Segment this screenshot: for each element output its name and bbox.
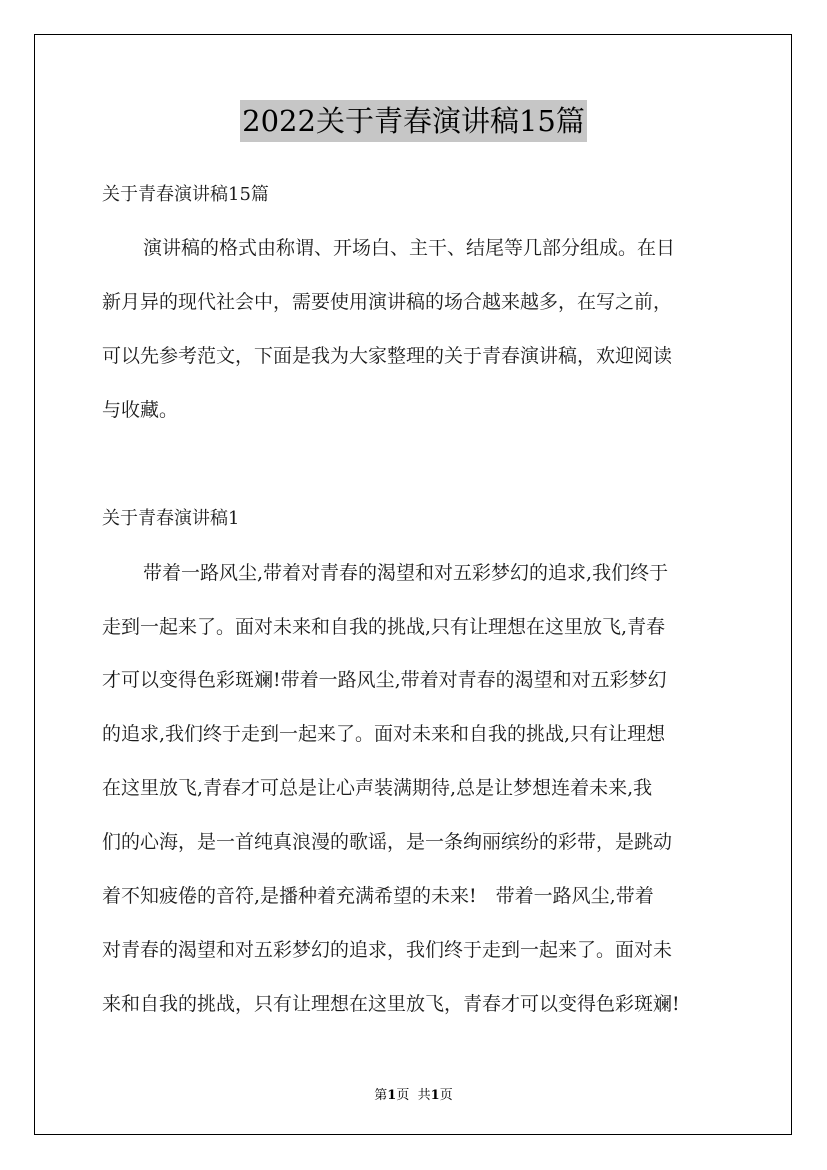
total-pages: 1: [430, 1088, 440, 1103]
page-number: 1: [387, 1088, 397, 1103]
body-line: 带着一路风尘,带着对青春的渴望和对五彩梦幻的追求,我们终于: [143, 562, 669, 584]
total-suffix: 页: [439, 1088, 453, 1103]
body-line: 们的心海，是一首纯真浪漫的歌谣，是一条绚丽缤纷的彩带，是跳动: [102, 831, 673, 853]
body-line: 着不知疲倦的音符,是播种着充满希望的未来! 带着一路风尘,带着: [102, 885, 654, 907]
subtitle: 关于青春演讲稿15篇: [102, 184, 269, 205]
body-line: 在这里放飞,青春才可总是让心声装满期待,总是让梦想连着未来,我: [102, 777, 653, 799]
intro-line: 可以先参考范文，下面是我为大家整理的关于青春演讲稿，欢迎阅读: [102, 345, 673, 367]
intro-line: 与收藏。: [102, 399, 179, 421]
body-line: 才可以变得色彩斑斓!带着一路风尘,带着对青春的渴望和对五彩梦幻: [102, 669, 667, 691]
document-title: 2022关于青春演讲稿15篇: [240, 100, 587, 142]
title-container: [0, 100, 827, 142]
body-line: 走到一起来了。面对未来和自我的挑战,只有让理想在这里放飞,青春: [102, 616, 666, 638]
page-suffix: 页: [396, 1088, 410, 1103]
body-line: 的追求,我们终于走到一起来了。面对未来和自我的挑战,只有让理想: [102, 723, 666, 745]
intro-line: 新月异的现代社会中，需要使用演讲稿的场合越来越多，在写之前，: [102, 291, 673, 313]
page-footer: [0, 1084, 827, 1103]
section-heading: 关于青春演讲稿1: [102, 508, 240, 529]
body-line: 来和自我的挑战，只有让理想在这里放飞，青春才可以变得色彩斑斓!: [102, 993, 680, 1015]
page-prefix: 第: [374, 1088, 388, 1103]
body-line: 对青春的渴望和对五彩梦幻的追求，我们终于走到一起来了。面对未: [102, 939, 673, 961]
intro-line: 演讲稿的格式由称谓、开场白、主干、结尾等几部分组成。在日: [143, 237, 676, 259]
total-prefix: 共: [417, 1088, 431, 1103]
